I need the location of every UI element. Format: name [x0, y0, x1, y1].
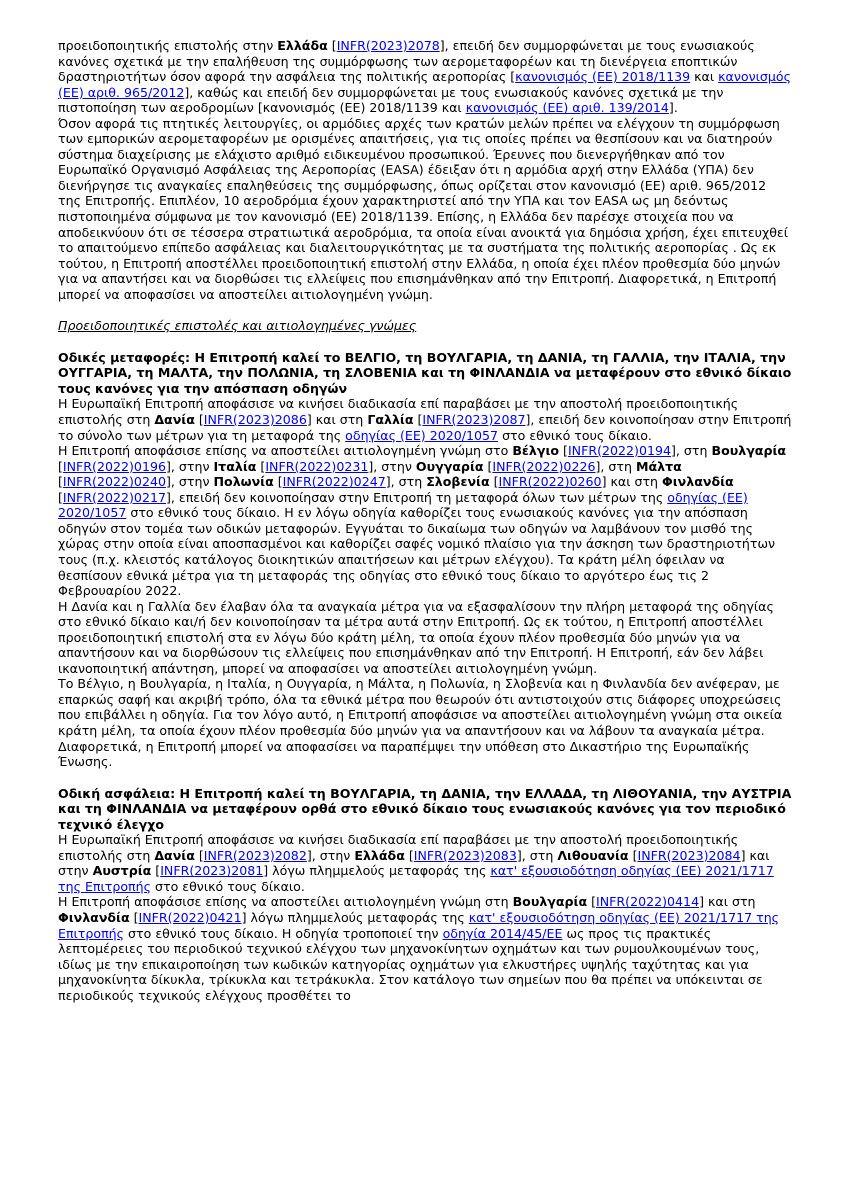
text: ], στην [306, 847, 355, 863]
heading-road-transport: Οδικές μεταφορές: Η Επιτροπή καλεί το ΒΕΛΓΙΟ, τη ΒΟΥΛΓΑΡΙΑ, τη ΔΑΝΙΑ, τη ΓΑΛΛΙΑ, την ΙΤΑΛΙΑ, την ΟΥΓΓΑΡΙΑ, τη ΜΑΛΤΑ, την ΠΟΛΩΝΙΑ, τη ΣΛΟΒΕΝΙΑ και τη ΦΙΝΛΑΝΔΙΑ να μεταφέρουν στο εθνικό δίκαιο τους κανόνες για την απόσπαση οδηγών [58, 349, 792, 396]
infr-link[interactable]: INFR(2023)2084 [637, 847, 741, 863]
country-hungary: Ουγγαρία [415, 458, 484, 474]
text: [ [413, 412, 423, 428]
infr-link[interactable]: INFR(2023)2082 [203, 847, 307, 863]
country-austria: Αυστρία [92, 863, 152, 879]
country-france: Γαλλία [367, 412, 414, 428]
infr-link[interactable]: INFR(2022)0240 [62, 474, 166, 490]
country-bulgaria: Βουλγαρία [711, 443, 787, 459]
paragraph-reasoned-opinions [58, 443, 792, 598]
section-caption: Προειδοποιητικές επιστολές και αιτιολογημένες γνώμες [58, 318, 417, 334]
infr-link[interactable]: INFR(2022)0194 [567, 443, 672, 459]
text: ], επειδή δεν κοινοποίησαν στην Επιτροπή τη μεταφορά όλων των μέτρων της [165, 489, 668, 505]
text: προειδοποιητικής επιστολής στην [58, 38, 278, 53]
country-denmark: Δανία [154, 412, 195, 428]
country-denmark: Δανία [154, 847, 195, 863]
paragraph-flight-operations: Όσον αφορά τις πτητικές λειτουργίες, οι αρμόδιες αρχές των κρατών μελών πρέπει να ελέγχουν τη συμμόρφωση των εμπορικών αερομεταφορέων με ορισμένες απαιτήσεις, για τις οποίες πρέπει να θεσπίσουν και να διατηρούν σύστημα διαχείρισης με ελάχιστο αριθμό ειδικευμένου προσωπικού. Έρευνες που διενεργήθηκαν από τον Ευρωπαϊκό Οργανισμό Ασφάλειας της Αεροπορίας (EASA) έδειξαν ότι η αρμόδια αρχή στην Ελλάδα (ΥΠΑ) δεν διενήργησε τις αναγκαίες επαληθεύσεις της συμμόρφωσης, όπως ορίζεται στον κανονισμό (ΕΕ) αριθ. 965/2012 της Επιτροπής. Επιπλέον, 10 αεροδρόμια έχουν χαρακτηριστεί από την ΥΠΑ και τον EASA ως μη δεόντως πιστοποιημένα σύμφωνα με τον κανονισμό (ΕΕ) 2018/1139. Επίσης, η Ελλάδα δεν παρέσχε στοιχεία που να αποδεικνύουν ότι σε τέσσερα στρατιωτικά αεροδρόμια, τα οποία είναι ανοικτά για δημόσια χρήση, έχει επιτευχθεί το απαιτούμενο επίπεδο ασφάλειας και διαλειτουργικότητας με τα συστήματα της πολιτικής αεροπορίας . Ως εκ τούτου, η Επιτροπή αποστέλλει προειδοποιητική επιστολή στην Ελλάδα, η οποία έχει πλέον προθεσμία δύο μηνών για να απαντήσει και να διορθώσει τις ελλείψεις που επισημάνθηκαν από την Επιτροπή. Διαφορετικά, η Επιτροπή μπορεί να αποφασίσει να αποστείλει αιτιολογημένη γνώμη. [58, 115, 789, 302]
text: Η Ευρωπαϊκή Επιτροπή αποφάσισε να κινήσει διαδικασία επί παραβάσει με την αποστολή προειδοποιητικής επιστολής στη [58, 832, 739, 863]
text: [ [58, 489, 63, 505]
infr-link[interactable]: INFR(2022)0226 [492, 458, 596, 474]
paragraph-member-states-outcome: Το Βέλγιο, η Βουλγαρία, η Ιταλία, η Ουγγαρία, η Μάλτα, η Πολωνία, η Σλοβενία και η Φινλανδία δεν ανέφεραν, με επαρκώς σαφή και ακριβή τρόπο, όλα τα εθνικά μέτρα που θεωρούν ότι αντιστοιχούν στις διάφορες υποχρεώσεις που επιβάλλει η οδηγία. Για τον λόγο αυτό, η Επιτροπή αποφάσισε να αποστείλει αιτιολογημένη γνώμη στα οικεία κράτη μέλη, τα οποία έχουν πλέον προθεσμία δύο μηνών για να απαντήσουν και να λάβουν τα αναγκαία μέτρα. Διαφορετικά, η Επιτροπή μπορεί να αποφασίσει να παραπέμψει την υπόθεση στο Δικαστήριο της Ευρωπαϊκής Ένωσης. [58, 676, 783, 770]
paragraph-roadworthiness-letters [58, 832, 792, 894]
text: ] λόγω πλημμελούς μεταφοράς της [263, 863, 491, 879]
country-poland: Πολωνία [213, 474, 274, 490]
infr-link[interactable]: INFR(2022)0217 [62, 489, 166, 505]
regulation-link[interactable]: κανονισμός (ΕΕ) αριθ. 139/2014 [465, 100, 669, 116]
paragraph-denmark-france-outcome: Η Δανία και η Γαλλία δεν έλαβαν όλα τα αναγκαία μέτρα για να εξασφαλίσουν την πλήρη μεταφορά της οδηγίας στο εθνικό δίκαιο και/ή δεν κοινοποίησαν τα μέτρα αυτά στην Επιτροπή. Ως εκ τούτου, η Επιτροπή αποστέλλει προειδοποιητική επιστολή στα εν λόγω δύο κράτη μέλη, τα οποία έχουν πλέον προθεσμία δύο μηνών για να απαντήσουν και να διορθώσουν τις ελλείψεις που επισημάνθηκαν από την Επιτροπή. Η Επιτροπή, εάν δεν λάβει ικανοποιητική απάντηση, μπορεί να αποφασίσει να αποστείλει αιτιολογημένη γνώμη. [58, 598, 774, 676]
text: ]. [668, 100, 678, 116]
text: [ [151, 863, 161, 879]
text: ], επειδή δεν συμμορφώνεται με τους ενωσιακούς κανόνες σχετικά με την επαλήθευση της συμμόρφωσης των αερομεταφορέων και τη διενέργεια εποπτικών δραστηριοτήτων όσον αφορά την ασφάλεια της πολιτικής αεροπορίας [ [58, 38, 755, 85]
text: Η Επιτροπή αποφάσισε επίσης να αποστείλει αιτιολογημένη γνώμη στο [58, 443, 513, 459]
text: [ [273, 474, 283, 490]
text: [ [194, 847, 204, 863]
infr-link[interactable]: INFR(2023)2083 [413, 847, 517, 863]
text: [ [256, 458, 266, 474]
paragraph-roadworthiness-opinions [58, 894, 792, 1003]
text: ], στην [165, 458, 214, 474]
text: ], στην [368, 458, 416, 474]
text: ], στη [385, 474, 427, 490]
text: [ [587, 894, 597, 910]
text: [ [58, 458, 63, 474]
text: [ [327, 38, 337, 53]
infr-link[interactable]: INFR(2022)0196 [62, 458, 166, 474]
text: στο εθνικό τους δίκαιο. Η εν λόγω οδηγία καθορίζει τους ενωσιακούς κανόνες για την απόσπαση οδηγών στον τομέα των οδικών μεταφορών. Εγγυάται το δικαίωμα των οδηγών να λαμβάνουν τον μισθό της χώρας στην οποία είναι αποσπασμένοι και καθορίζει σαφές νομικό πλαίσιο για την άσκηση των δραστηριοτήτων τους (π.χ. κλειστός κατάλογος διοικητικών απαιτήσεων και μέτρων ελέγχου). Τα κράτη μέλη όφειλαν να θεσπίσουν εθνικά μέτρα για τη μεταφοράς της οδηγίας στο εθνικό τους δίκαιο το αργότερο έως τις 2 Φεβρουαρίου 2022. [58, 505, 776, 599]
text: [ [404, 847, 414, 863]
text: ], στην [165, 474, 214, 490]
infr-link[interactable]: INFR(2022)0260 [498, 474, 602, 490]
country-belgium: Βέλγιο [512, 443, 560, 459]
directive-link[interactable]: κατ' εξουσιοδότηση οδηγίας (ΕΕ) 2021/1717 της Επιτροπής [58, 909, 780, 941]
country-finland: Φινλανδία [662, 474, 734, 490]
text: στο εθνικό τους δίκαιο. [498, 427, 652, 443]
text: [ [194, 412, 204, 428]
country-slovenia: Σλοβενία [426, 474, 490, 490]
country-malta: Μάλτα [635, 458, 682, 474]
text: ], καθώς και επειδή δεν συμμορφώνεται με τους ενωσιακούς κανόνες σχετικά με την πιστοποίηση των αεροδρομίων [κανονισμός (ΕΕ) 2018/1139 και [58, 84, 724, 116]
text: στο εθνικό τους δίκαιο. [151, 878, 305, 894]
country-greece: Ελλάδα [277, 38, 328, 53]
text: [ [489, 474, 499, 490]
text: [ [483, 458, 493, 474]
directive-link[interactable]: οδηγίας (ΕΕ) 2020/1057 [345, 427, 499, 443]
infr-link[interactable]: INFR(2022)0414 [596, 894, 700, 910]
country-greece: Ελλάδα [354, 847, 405, 863]
text: ], στη [671, 443, 712, 459]
text: ], επειδή δεν κοινοποίησαν στην Επιτροπή το σύνολο των μέτρων για τη μεταφορά της [58, 412, 792, 443]
text: Η Ευρωπαϊκή Επιτροπή αποφάσισε να κινήσει διαδικασία επί παραβάσει με την αποστολή προειδοποιητικής επιστολής στη [58, 396, 739, 428]
infr-link[interactable]: INFR(2023)2086 [203, 412, 307, 428]
text: ], στη [516, 847, 558, 863]
regulation-link[interactable]: κανονισμός (ΕΕ) αριθ. 965/2012 [58, 69, 791, 100]
regulation-link[interactable]: κανονισμός (ΕΕ) 2018/1139 [515, 69, 691, 85]
text: ] και στην [58, 847, 770, 879]
paragraph-letters-denmark-france [58, 396, 792, 443]
text: [ [58, 474, 63, 490]
infr-link[interactable]: INFR(2022)0247 [282, 474, 386, 490]
text: [ [628, 847, 638, 863]
text: ως προς τις πρακτικές λεπτομέρειες του περιοδικού τεχνικού ελέγχου των μηχανοκίνητων οχημάτων και των ρυμουλκουμένων τους, ιδίως με την επικαιροποίηση των κωδικών κατηγορίας οχημάτων για ελκυστήρες υψηλής ταχύτητας και για μηχανοκίνητα δίκυκλα, τρίκυκλα και τετράκυκλα. Στον κατάλογο των σημείων που θα πρέπει να υπόκεινται σε περιοδικούς τεχνικούς ελέγχους προσθέτει το [58, 925, 763, 1003]
infr-link[interactable]: INFR(2023)2078 [336, 38, 440, 53]
text: Η Επιτροπή αποφάσισε επίσης να αποστείλει αιτιολογημένη γνώμη στη [58, 894, 513, 910]
directive-link[interactable]: κατ' εξουσιοδότηση οδηγίας (ΕΕ) 2021/1717 της Επιτροπής [58, 863, 774, 894]
country-italy: Ιταλία [213, 458, 257, 474]
text: [ [559, 443, 568, 459]
text: ] και στη [699, 894, 756, 910]
text: [ [129, 909, 139, 925]
paragraph-aviation-letter [58, 38, 792, 116]
text: ], στη [595, 458, 636, 474]
infr-link[interactable]: INFR(2022)0421 [138, 909, 242, 925]
text: ] και στη [306, 412, 368, 428]
directive-link[interactable]: οδηγίας (ΕΕ) 2020/1057 [58, 489, 748, 521]
infr-link[interactable]: INFR(2023)2087 [422, 412, 526, 428]
text: ] και στη [601, 474, 663, 490]
text: και [690, 69, 719, 85]
infr-link[interactable]: INFR(2022)0231 [265, 458, 369, 474]
infr-link[interactable]: INFR(2023)2081 [160, 863, 264, 879]
directive-link[interactable]: οδηγία 2014/45/ΕΕ [442, 925, 563, 941]
heading-road-safety: Οδική ασφάλεια: Η Επιτροπή καλεί τη ΒΟΥΛΓΑΡΙΑ, τη ΔΑΝΙΑ, την ΕΛΛΑΔΑ, τη ΛΙΘΟΥΑΝΙΑ, την ΑΥΣΤΡΙΑ και τη ΦΙΝΛΑΝΔΙΑ να μεταφέρουν ορθά στο εθνικό δίκαιο τους ενωσιακούς κανόνες για τον περιοδικό τεχνικό έλεγχο [58, 785, 792, 832]
country-finland: Φινλανδία [58, 909, 130, 925]
text: ] λόγω πλημμελούς μεταφοράς της [241, 909, 469, 925]
text: στο εθνικό τους δίκαιο. Η οδηγία τροποποιεί την [124, 925, 443, 941]
country-lithuania: Λιθουανία [557, 847, 629, 863]
country-bulgaria: Βουλγαρία [512, 894, 588, 910]
